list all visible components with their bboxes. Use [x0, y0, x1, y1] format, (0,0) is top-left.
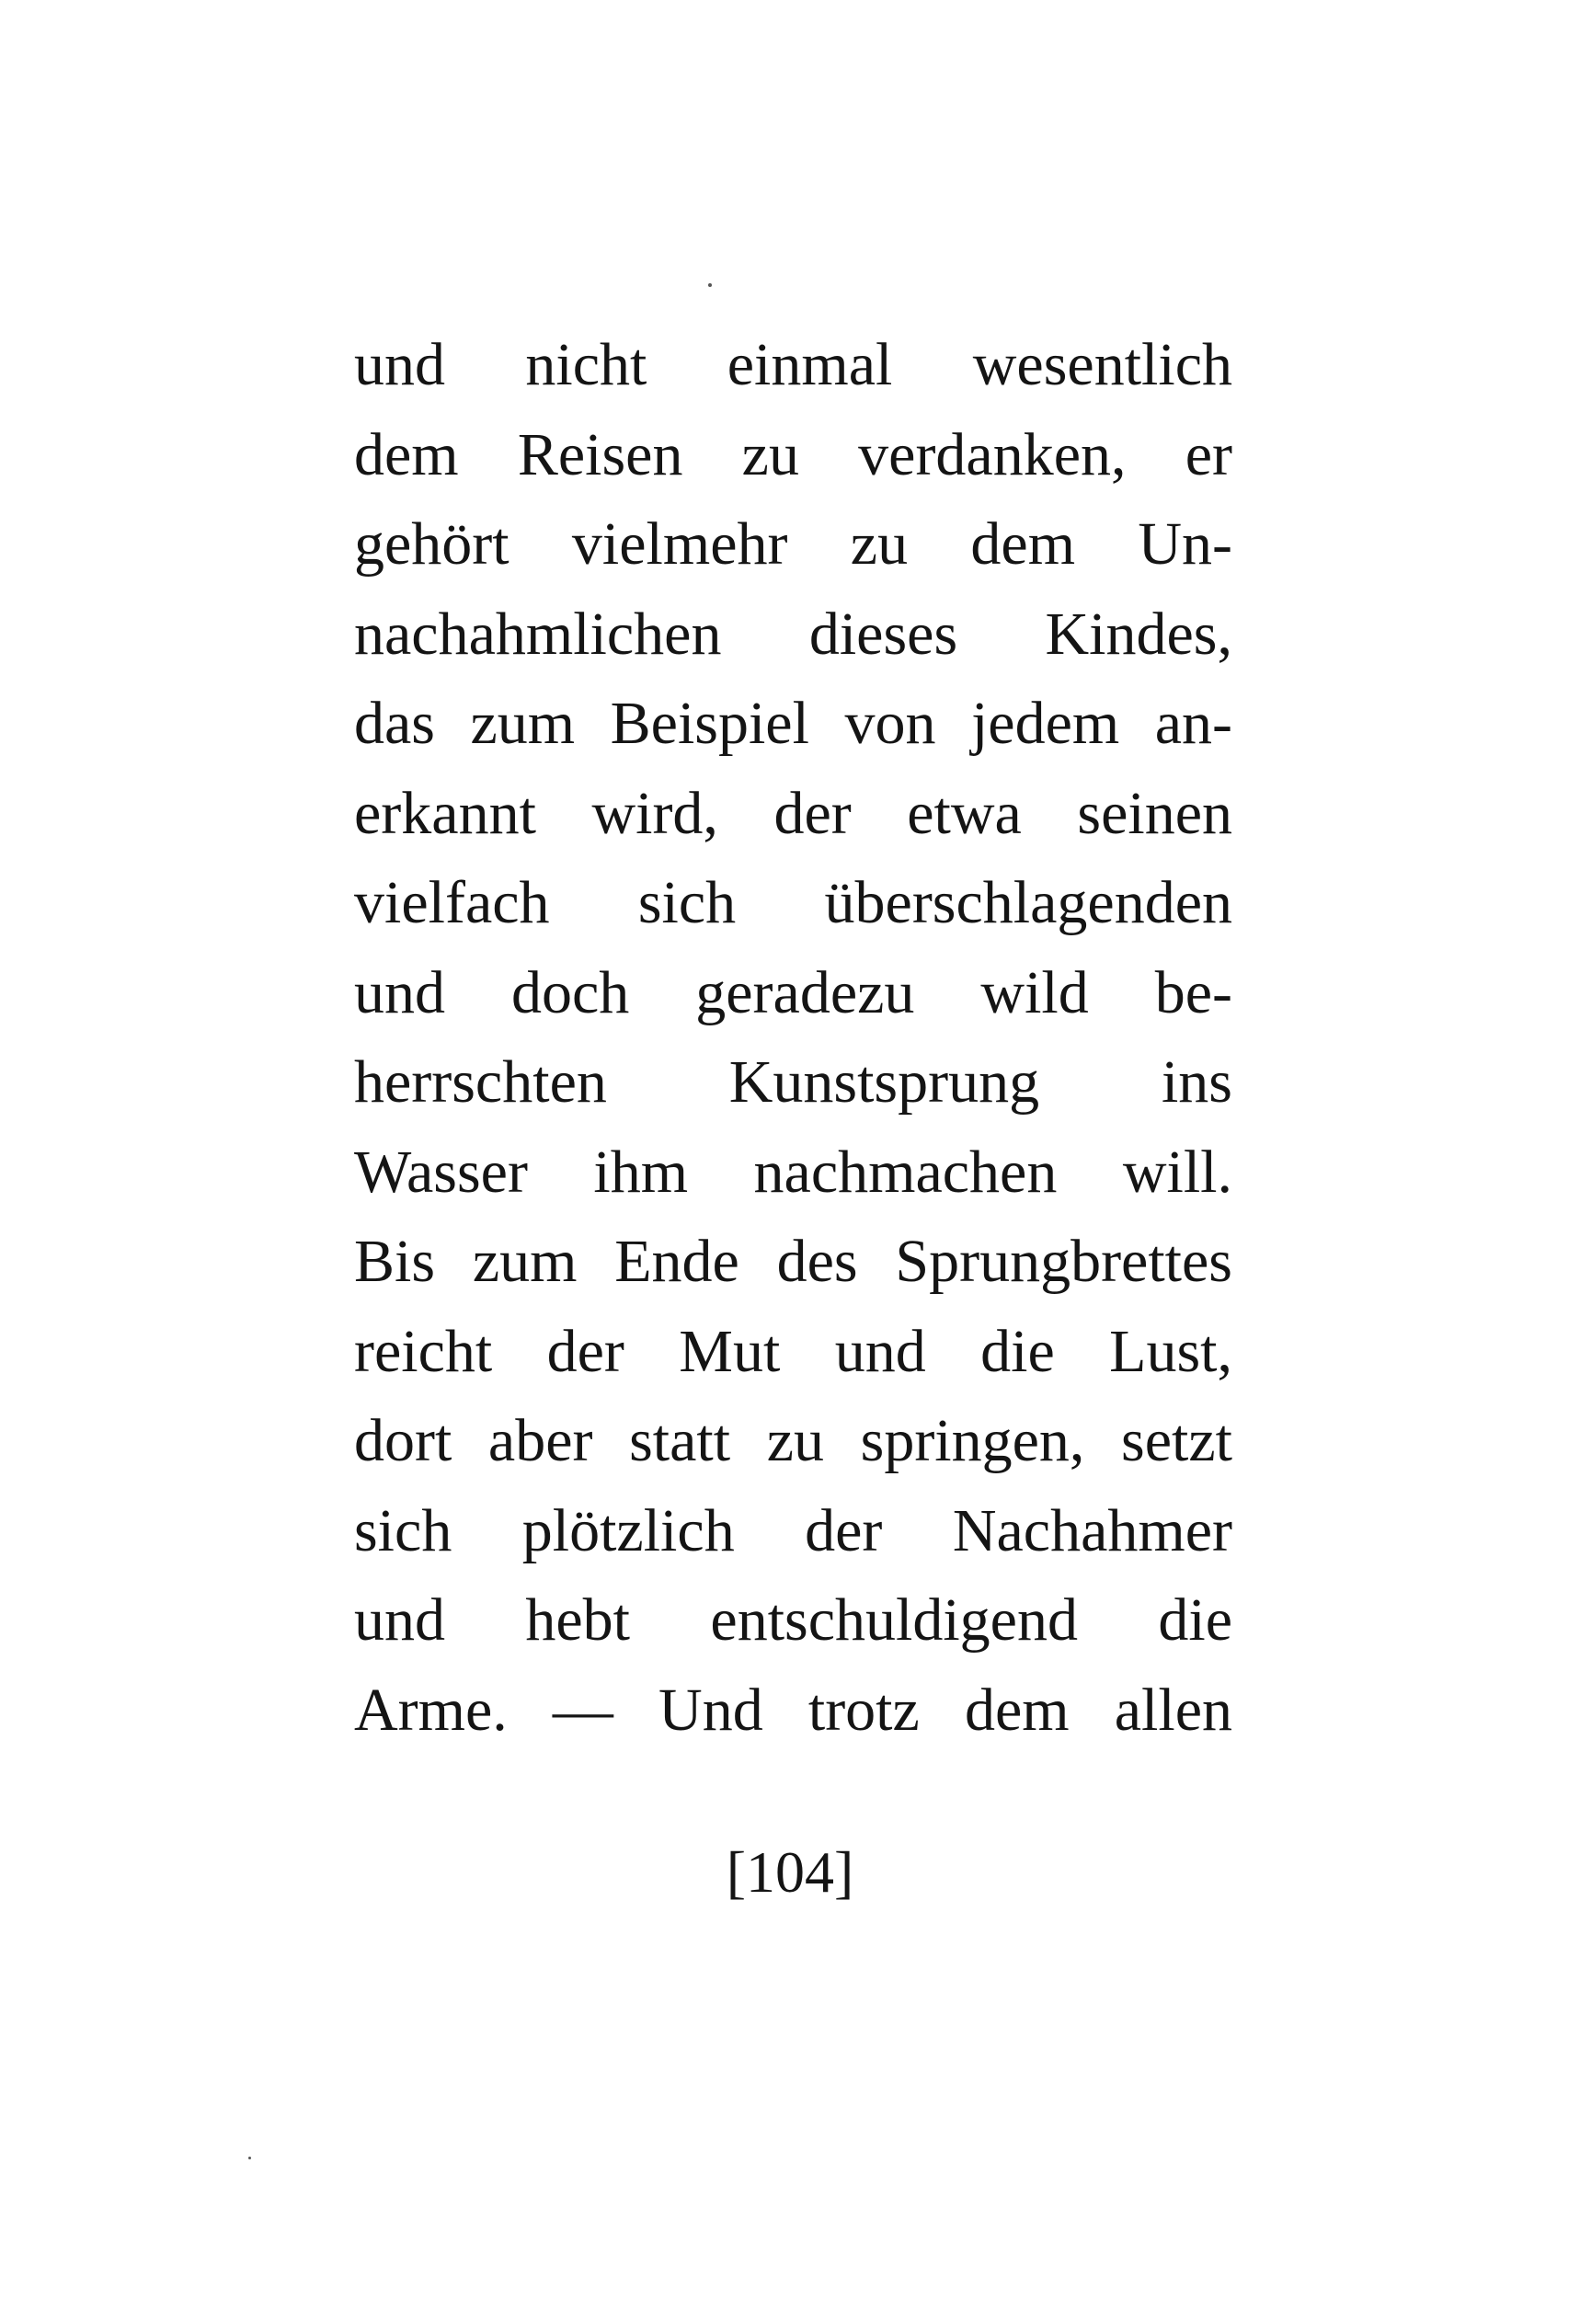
- text-line: Arme. — Und trotz dem allen: [354, 1676, 1232, 1744]
- text-line: vielfach sich überschlagenden: [354, 869, 1232, 936]
- text-line: und nicht einmal wesentlich: [354, 331, 1232, 398]
- text-line: nachahmlichen dieses Kindes,: [354, 600, 1232, 668]
- paper-speck: [708, 283, 712, 287]
- body-text: [354, 320, 1232, 1755]
- paper-speck: [248, 2157, 251, 2159]
- page-number: [104]: [726, 1839, 854, 1905]
- text-line: dort aber statt zu springen, setzt: [354, 1407, 1232, 1474]
- text-line: erkannt wird, der etwa seinen: [354, 779, 1232, 847]
- text-line: das zum Beispiel von jedem an-: [354, 690, 1232, 757]
- text-line: und hebt entschuldigend die: [354, 1586, 1232, 1654]
- text-line: dem Reisen zu verdanken, er: [354, 420, 1232, 488]
- text-line: sich plötzlich der Nachahmer: [354, 1496, 1232, 1564]
- text-line: Wasser ihm nachmachen will.: [354, 1138, 1232, 1206]
- text-line: herrschten Kunstsprung ins: [354, 1048, 1232, 1116]
- text-line: und doch geradezu wild be-: [354, 958, 1232, 1026]
- text-line: gehört vielmehr zu dem Un-: [354, 510, 1232, 578]
- text-line: Bis zum Ende des Sprungbrettes: [354, 1228, 1232, 1295]
- text-line: reicht der Mut und die Lust,: [354, 1317, 1232, 1385]
